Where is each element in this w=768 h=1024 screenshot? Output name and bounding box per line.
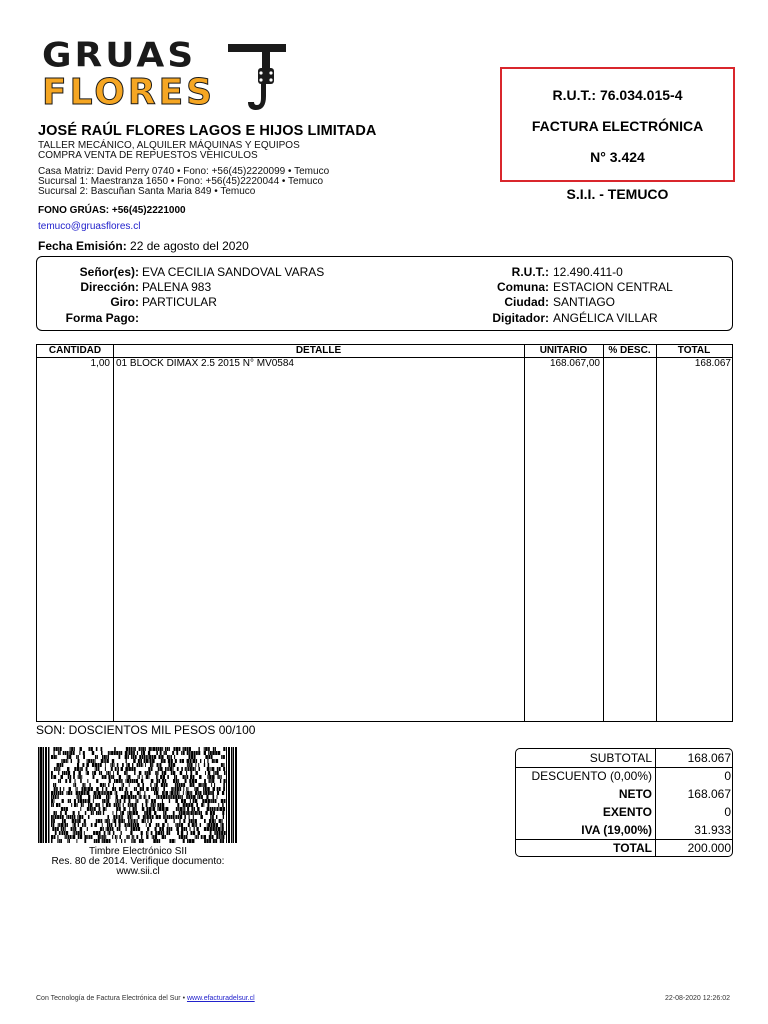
amount-in-words: SON: DOSCIENTOS MIL PESOS 00/100 [36, 723, 256, 737]
subtotal-value: 168.067 [687, 751, 731, 765]
comuna-value: ESTACION CENTRAL [553, 280, 673, 294]
comuna-label: Comuna: [497, 280, 549, 294]
column-divider [524, 345, 525, 721]
total-label: TOTAL [613, 841, 652, 855]
items-table [36, 344, 733, 722]
header-cantidad: CANTIDAD [48, 345, 102, 356]
company-name: JOSÉ RAÚL FLORES LAGOS E HIJOS LIMITADA [38, 123, 377, 139]
footer-timestamp: 22-08-2020 12:26:02 [665, 995, 730, 1002]
company-activity-1: TALLER MECÁNICO, ALQUILER MÁQUINAS Y EQUIPOS [38, 140, 300, 151]
row-detalle: 01 BLOCK DIMAX 2.5 2015 N° MV0584 [116, 358, 294, 369]
company-branch-2: Sucursal 1: Maestranza 1650 • Fono: +56(45)2220044 • Temuco [38, 176, 324, 187]
digitador-label: Digitador: [492, 311, 549, 325]
invoice-rut: R.U.T.: 76.034.015-4 [552, 87, 683, 103]
digitador-value: ANGÉLICA VILLAR [553, 311, 658, 325]
row-unitario: 168.067,00 [549, 358, 600, 369]
giro-value: PARTICULAR [142, 295, 217, 309]
subtotal-label: SUBTOTAL [589, 751, 652, 765]
invoice-id-box [500, 67, 735, 182]
footer-text: Con Tecnología de Factura Electrónica del Sur • [36, 995, 187, 1002]
footer-link[interactable]: www.efacturadelsur.cl [186, 995, 255, 1002]
ciudad-value: SANTIAGO [553, 295, 616, 309]
logo-text-flores: FLORES [42, 72, 216, 113]
customer-rut-label: R.U.T.: [511, 265, 549, 279]
issue-date-label: Fecha Emisión: [38, 239, 127, 253]
descuento-row [516, 767, 732, 785]
descuento-label: DESCUENTO (0,00%) [531, 769, 652, 783]
footer-credit [36, 995, 255, 1002]
fono-gruas: FONO GRÚAS: +56(45)2221000 [38, 205, 186, 216]
issue-date [38, 239, 249, 253]
crane-hook-icon [228, 40, 288, 118]
direccion-value: PALENA 983 [142, 280, 212, 294]
column-divider [603, 345, 604, 721]
direccion-label: Dirección: [80, 280, 139, 294]
subtotal-row [516, 749, 732, 767]
forma-pago-label: Forma Pago: [65, 311, 139, 325]
row-cantidad: 1,00 [90, 358, 110, 369]
giro-label: Giro: [110, 295, 139, 309]
senor-value: EVA CECILIA SANDOVAL VARAS [142, 265, 325, 279]
exento-row [516, 803, 732, 821]
totals-box [515, 748, 733, 857]
descuento-value: 0 [724, 769, 731, 783]
row-total: 168.067 [694, 358, 731, 369]
customer-box [36, 256, 733, 331]
timbre-line-3: www.sii.cl [116, 866, 160, 877]
company-email-link[interactable]: temuco@gruasflores.cl [38, 221, 141, 232]
company-branch-3: Sucursal 2: Bascuñan Santa Maria 849 • Temuco [38, 186, 256, 197]
pdf417-barcode [38, 747, 238, 843]
senor-label: Señor(es): [79, 265, 139, 279]
exento-value: 0 [724, 805, 731, 819]
iva-label: IVA (19,00%) [581, 823, 652, 837]
iva-value: 31.933 [694, 823, 731, 837]
neto-value: 168.067 [687, 787, 731, 801]
iva-row [516, 821, 732, 839]
timbre-text [38, 847, 238, 877]
issue-date-value: 22 de agosto del 2020 [130, 239, 249, 253]
customer-rut-value: 12.490.411-0 [553, 265, 623, 279]
column-divider [656, 345, 657, 721]
header-desc: % DESC. [608, 345, 651, 356]
logo-text-gruas: GRUAS [42, 36, 197, 75]
company-activity-2: COMPRA VENTA DE REPUESTOS VEHICULOS [38, 150, 258, 161]
neto-label: NETO [618, 787, 652, 801]
sii-office: S.I.I. - TEMUCO [566, 186, 669, 202]
column-divider [113, 345, 114, 721]
header-detalle: DETALLE [295, 345, 342, 356]
header-total: TOTAL [677, 345, 711, 356]
total-value: 200.000 [687, 841, 731, 855]
company-branch-1: Casa Matriz: David Perry 0740 • Fono: +56(45)2220099 • Temuco [38, 166, 330, 177]
invoice-number: N° 3.424 [590, 149, 645, 165]
ciudad-label: Ciudad: [504, 295, 549, 309]
neto-row [516, 785, 732, 803]
timbre-line-1: Timbre Electrónico SII [89, 846, 187, 857]
invoice-type: FACTURA ELECTRÓNICA [531, 118, 704, 134]
header-unitario: UNITARIO [539, 345, 588, 356]
company-logo [42, 38, 292, 118]
exento-label: EXENTO [602, 805, 652, 819]
timbre-line-2: Res. 80 de 2014. Verifique documento: [51, 856, 225, 867]
total-row [516, 839, 732, 857]
